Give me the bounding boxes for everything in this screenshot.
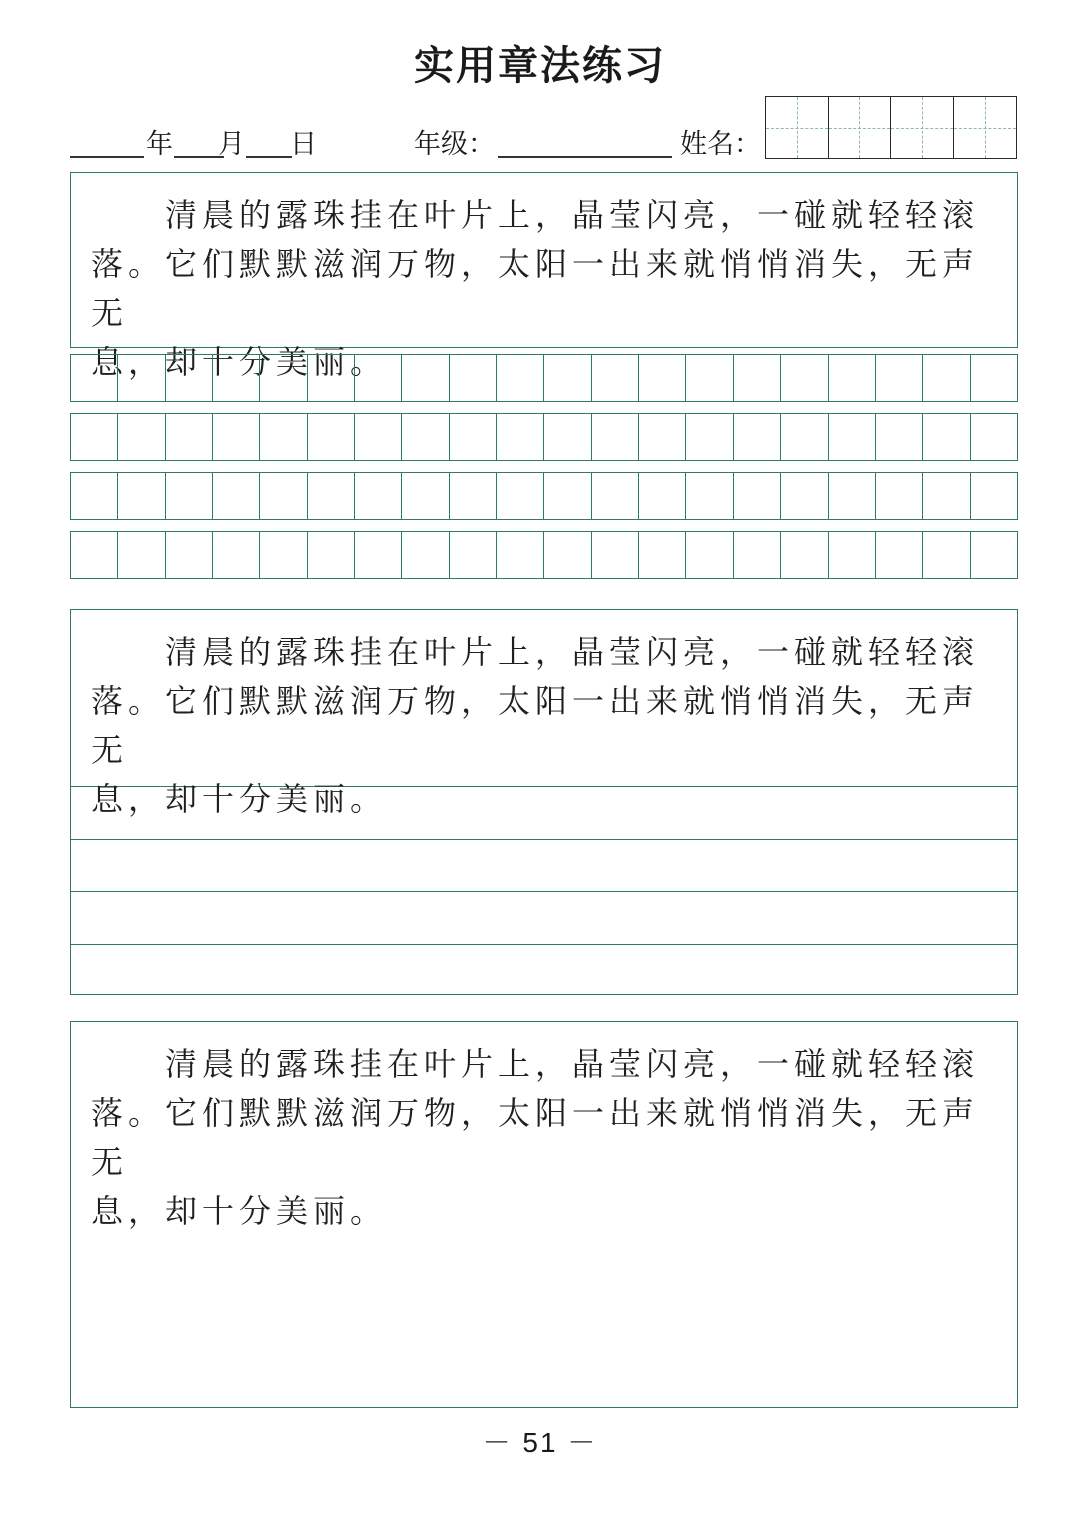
grid-cell[interactable] — [923, 414, 970, 460]
grid-cell[interactable] — [308, 355, 355, 401]
ruled-line[interactable] — [71, 944, 1017, 994]
writing-grid-row-2[interactable] — [70, 413, 1018, 461]
grid-cell[interactable] — [308, 473, 355, 519]
writing-grid-row-4[interactable] — [70, 531, 1018, 579]
grid-cell[interactable] — [781, 414, 828, 460]
grid-cell[interactable] — [450, 532, 497, 578]
passage-line: 清晨的露珠挂在叶片上，晶莹闪亮，一碰就轻轻滚 — [165, 196, 980, 234]
grid-cell[interactable] — [592, 414, 639, 460]
grid-cell[interactable] — [118, 532, 165, 578]
name-grid-cell[interactable] — [954, 97, 1017, 158]
grid-cell[interactable] — [166, 473, 213, 519]
grid-cell[interactable] — [213, 414, 260, 460]
grid-cell[interactable] — [260, 473, 307, 519]
grid-cell[interactable] — [71, 473, 118, 519]
grid-cell[interactable] — [876, 414, 923, 460]
writing-grid-row-3[interactable] — [70, 472, 1018, 520]
grid-cell[interactable] — [260, 532, 307, 578]
grid-cell[interactable] — [450, 473, 497, 519]
grid-cell[interactable] — [876, 473, 923, 519]
grid-cell[interactable] — [355, 473, 402, 519]
grid-cell[interactable] — [734, 473, 781, 519]
grid-cell[interactable] — [639, 355, 686, 401]
grid-cell[interactable] — [450, 355, 497, 401]
grid-cell[interactable] — [544, 414, 591, 460]
grade-blank[interactable] — [498, 156, 672, 158]
grid-cell[interactable] — [166, 532, 213, 578]
grid-cell[interactable] — [71, 355, 118, 401]
grid-cell[interactable] — [355, 532, 402, 578]
grid-cell[interactable] — [639, 414, 686, 460]
grid-cell[interactable] — [829, 355, 876, 401]
grid-cell[interactable] — [544, 532, 591, 578]
year-label: 年 — [146, 129, 173, 160]
grid-cell[interactable] — [639, 473, 686, 519]
grid-cell[interactable] — [639, 532, 686, 578]
grid-cell[interactable] — [213, 532, 260, 578]
grid-cell[interactable] — [686, 355, 733, 401]
passage-box-2 — [70, 609, 1018, 995]
page-number: － 51 － — [482, 1427, 598, 1458]
grid-cell[interactable] — [592, 532, 639, 578]
grid-cell[interactable] — [686, 473, 733, 519]
grid-cell[interactable] — [118, 414, 165, 460]
grid-cell[interactable] — [166, 414, 213, 460]
grid-cell[interactable] — [497, 473, 544, 519]
grid-cell[interactable] — [781, 355, 828, 401]
year-blank[interactable] — [70, 156, 144, 158]
grid-cell[interactable] — [402, 473, 449, 519]
grid-cell[interactable] — [829, 532, 876, 578]
grid-cell[interactable] — [544, 473, 591, 519]
header-fields — [70, 118, 770, 162]
day-label: 日 — [290, 129, 317, 160]
grid-cell[interactable] — [450, 414, 497, 460]
grid-cell[interactable] — [355, 414, 402, 460]
grid-cell[interactable] — [686, 414, 733, 460]
passage-text-3 — [71, 1022, 1017, 1236]
writing-grid-row-1[interactable] — [70, 354, 1018, 402]
page-title: 实用章法练习 — [414, 43, 666, 89]
grid-cell[interactable] — [781, 532, 828, 578]
month-label: 月 — [218, 129, 245, 160]
passage-line: 落。它们默默滋润万物，太阳一出来就悄悄消失，无声无 — [91, 1094, 980, 1181]
grid-cell[interactable] — [166, 355, 213, 401]
grid-cell[interactable] — [71, 532, 118, 578]
grid-cell[interactable] — [923, 532, 970, 578]
grid-cell[interactable] — [876, 532, 923, 578]
grid-cell[interactable] — [971, 473, 1017, 519]
passage-text-2 — [71, 610, 1017, 818]
grid-cell[interactable] — [308, 414, 355, 460]
grid-cell[interactable] — [829, 473, 876, 519]
passage-line: 落。它们默默滋润万物，太阳一出来就悄悄消失，无声无 — [91, 682, 980, 769]
grid-cell[interactable] — [260, 355, 307, 401]
passage-line: 清晨的露珠挂在叶片上，晶莹闪亮，一碰就轻轻滚 — [165, 1045, 980, 1083]
day-blank[interactable] — [246, 156, 292, 158]
grid-cell[interactable] — [308, 532, 355, 578]
grid-cell[interactable] — [213, 355, 260, 401]
passage-box-3[interactable] — [70, 1021, 1018, 1408]
grid-cell[interactable] — [402, 414, 449, 460]
grid-cell[interactable] — [497, 355, 544, 401]
passage-line: 息，却十分美丽。 — [91, 1192, 388, 1230]
ruled-line[interactable] — [71, 891, 1017, 944]
grid-cell[interactable] — [402, 532, 449, 578]
grid-cell[interactable] — [923, 473, 970, 519]
month-blank[interactable] — [174, 156, 224, 158]
name-writing-grid[interactable] — [765, 96, 1017, 159]
grid-cell[interactable] — [260, 414, 307, 460]
grid-cell[interactable] — [876, 355, 923, 401]
ruled-line[interactable] — [71, 839, 1017, 892]
grid-cell[interactable] — [734, 414, 781, 460]
grid-cell[interactable] — [734, 355, 781, 401]
grid-cell[interactable] — [71, 414, 118, 460]
grid-cell[interactable] — [971, 355, 1017, 401]
passage-line: 落。它们默默滋润万物，太阳一出来就悄悄消失，无声无 — [91, 245, 980, 332]
grade-label: 年级： — [414, 129, 495, 160]
grid-cell[interactable] — [971, 532, 1017, 578]
grid-cell[interactable] — [544, 355, 591, 401]
name-grid-cell[interactable] — [891, 97, 954, 158]
name-label: 姓名： — [680, 129, 761, 160]
grid-cell[interactable] — [213, 473, 260, 519]
passage-line: 息，却十分美丽。 — [91, 780, 388, 818]
grid-cell[interactable] — [829, 414, 876, 460]
grid-cell[interactable] — [923, 355, 970, 401]
grid-cell[interactable] — [497, 414, 544, 460]
passage-box-1 — [70, 172, 1018, 381]
name-grid-cell[interactable] — [766, 97, 829, 158]
grid-cell[interactable] — [971, 414, 1017, 460]
grid-cell[interactable] — [592, 473, 639, 519]
grid-cell[interactable] — [118, 473, 165, 519]
passage-line: 清晨的露珠挂在叶片上，晶莹闪亮，一碰就轻轻滚 — [165, 633, 980, 671]
grid-cell[interactable] — [497, 532, 544, 578]
grid-cell[interactable] — [118, 355, 165, 401]
grid-cell[interactable] — [781, 473, 828, 519]
passage-line: 息，却十分美丽。 — [91, 343, 388, 381]
name-grid-cell[interactable] — [829, 97, 892, 158]
grid-cell[interactable] — [686, 532, 733, 578]
grid-cell[interactable] — [734, 532, 781, 578]
grid-cell[interactable] — [592, 355, 639, 401]
grid-cell[interactable] — [355, 355, 402, 401]
grid-cell[interactable] — [402, 355, 449, 401]
